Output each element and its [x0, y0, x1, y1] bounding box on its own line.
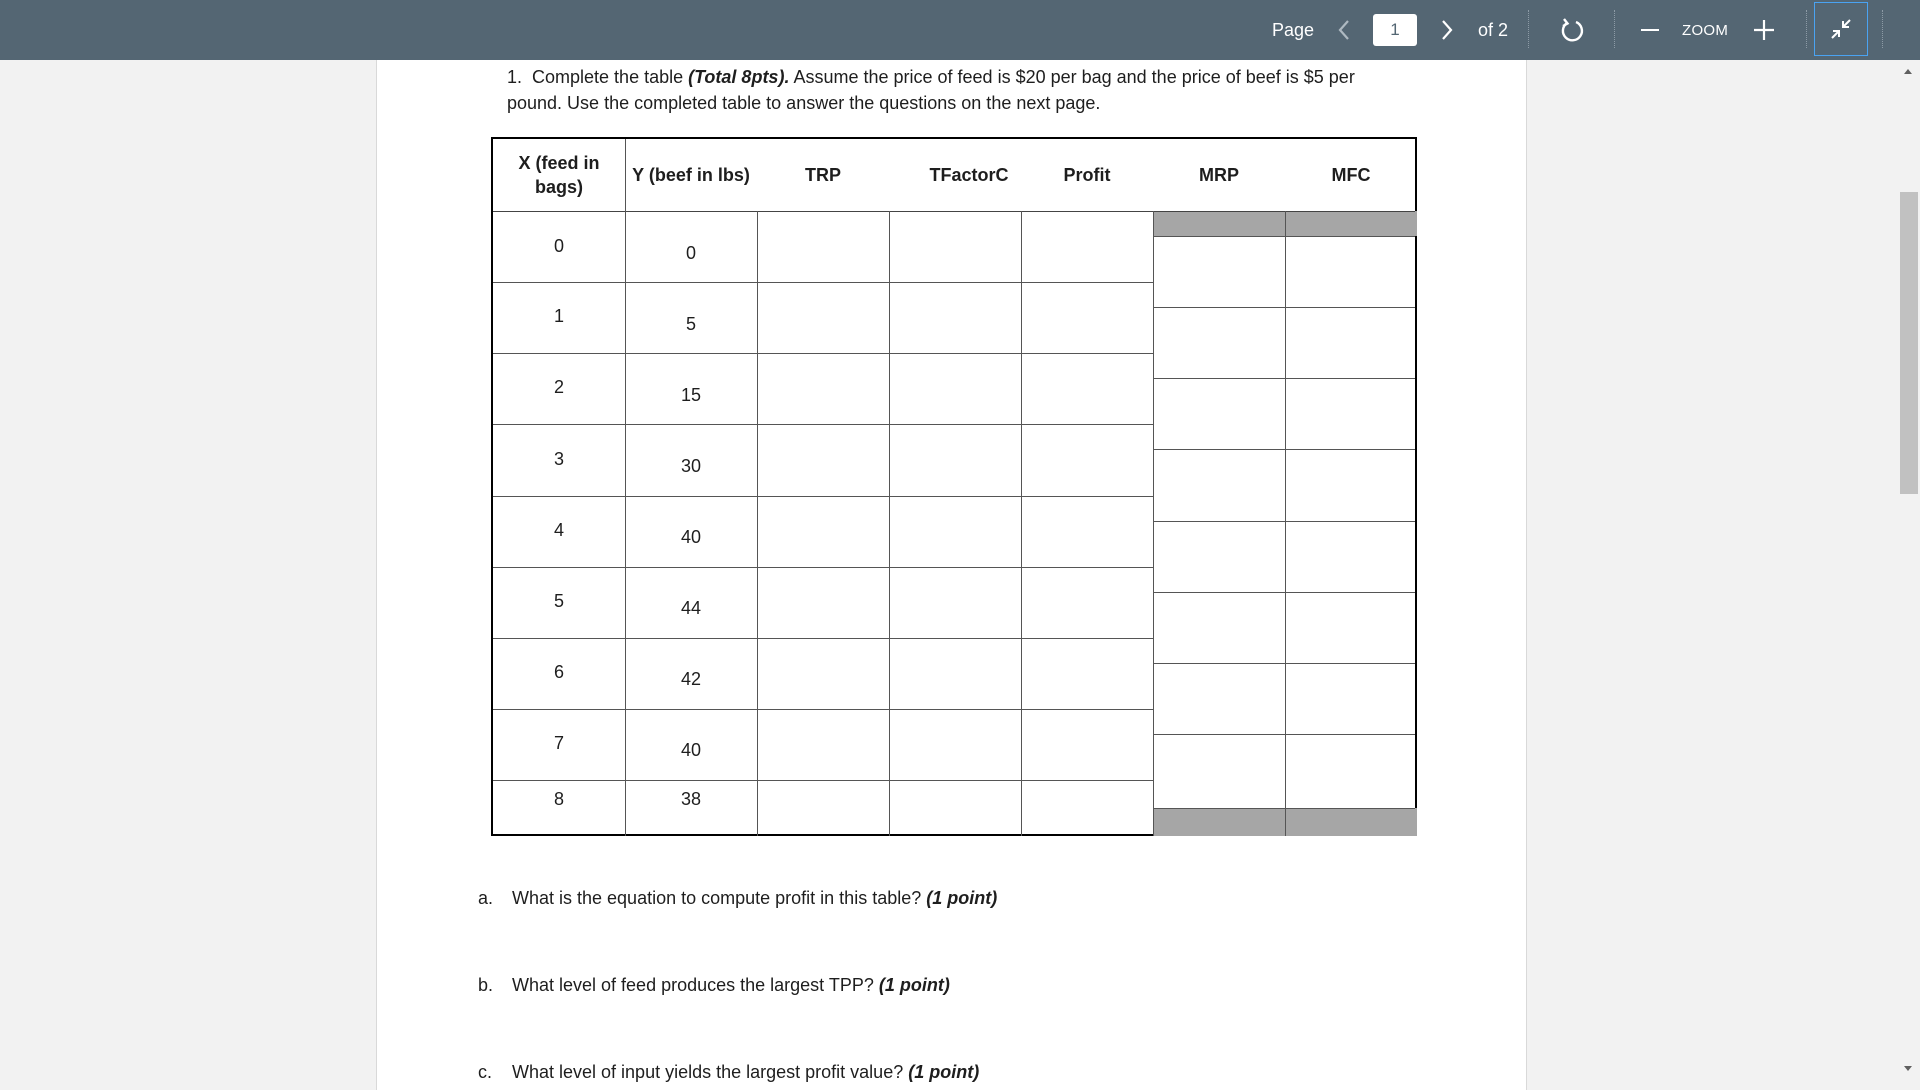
sub-question-text: What level of input yields the largest profit value? [512, 1062, 909, 1082]
sub-question-text: What level of feed produces the largest TPP? [512, 975, 879, 995]
cell-x: 7 [553, 733, 564, 753]
sub-question-text: What is the equation to compute profit in this table? [512, 888, 927, 908]
question-text-start: Complete the table [532, 67, 689, 87]
row-line [493, 424, 1153, 425]
question-1-text [507, 64, 1407, 116]
rotate-icon [1558, 16, 1586, 44]
cell-y: 5 [685, 314, 696, 334]
cell-y: 44 [680, 598, 702, 618]
rotate-button[interactable] [1554, 12, 1590, 48]
header-divider [493, 211, 1415, 212]
cell-x: 8 [553, 789, 564, 809]
row-line [1153, 378, 1415, 379]
column-line [757, 211, 758, 836]
production-table [491, 137, 1417, 836]
cell-x: 3 [553, 449, 564, 469]
cell-y: 30 [680, 456, 702, 476]
plus-icon [1753, 19, 1775, 41]
cell-y: 0 [685, 243, 696, 263]
cell-y: 40 [680, 527, 702, 547]
collapse-icon [1829, 17, 1853, 41]
row-line [493, 353, 1153, 354]
caret-down-icon [1898, 1060, 1918, 1076]
scroll-down-button[interactable] [1898, 1060, 1918, 1076]
row-line [493, 638, 1153, 639]
minus-icon [1640, 20, 1660, 40]
sub-question-letter: a. [478, 888, 494, 908]
header-y-beef: Y (beef in lbs) [632, 165, 750, 185]
chevron-right-icon [1440, 19, 1454, 41]
toolbar-divider [1882, 10, 1883, 48]
zoom-out-button[interactable] [1636, 12, 1664, 48]
sub-question-letter: b. [478, 975, 494, 995]
zoom-label: ZOOM [1682, 21, 1729, 39]
cell-x: 5 [553, 591, 564, 611]
next-page-button[interactable] [1434, 14, 1460, 46]
row-line [1153, 592, 1415, 593]
cell-x: 4 [553, 520, 564, 540]
header-trp: TRP [805, 165, 841, 185]
row-line [1153, 521, 1415, 522]
question-number: 1. [507, 67, 523, 87]
cell-x: 2 [553, 377, 564, 397]
question-text-end: Assume the price of feed is $20 per bag and the price of beef is $5 per pound. Use the completed table to answer the questions on the next page. [507, 67, 1355, 113]
row-line [1153, 663, 1415, 664]
row-line [493, 709, 1153, 710]
column-line [1021, 211, 1022, 836]
header-mfc: MFC [1331, 165, 1371, 185]
header-tfactorc: TFactorC [929, 165, 1009, 185]
page-label: Page [1272, 19, 1315, 40]
header-mrp: MRP [1199, 165, 1239, 185]
cell-y: 38 [680, 789, 702, 809]
exit-fullscreen-button[interactable] [1814, 2, 1868, 56]
header-x-feed: X (feed in bags) [518, 153, 600, 197]
page-number-input[interactable] [1373, 14, 1417, 46]
scrollbar-thumb[interactable] [1900, 192, 1918, 494]
zoom-in-button[interactable] [1748, 12, 1780, 48]
cell-y: 40 [680, 740, 702, 760]
row-line [493, 496, 1153, 497]
row-line [493, 780, 1153, 781]
document-page [376, 60, 1527, 1090]
sub-question-a [478, 886, 997, 910]
row-line [1153, 236, 1415, 237]
row-line [493, 567, 1153, 568]
row-line [493, 282, 1153, 283]
toolbar-divider [1528, 10, 1529, 48]
sub-question-letter: c. [478, 1062, 493, 1082]
caret-up-icon [1898, 64, 1918, 80]
toolbar-divider [1806, 10, 1807, 48]
page-count-label: of 2 [1478, 19, 1509, 40]
row-line [1153, 449, 1415, 450]
row-line [1153, 734, 1415, 735]
chevron-left-icon [1337, 19, 1351, 41]
scroll-up-button[interactable] [1898, 64, 1918, 80]
column-line [1285, 211, 1286, 836]
sub-question-points: (1 point) [926, 888, 998, 908]
cell-x: 1 [553, 306, 564, 326]
cell-y: 42 [680, 669, 702, 689]
row-line [1153, 808, 1415, 809]
header-profit: Profit [1063, 165, 1111, 185]
sub-question-c [478, 1060, 979, 1084]
cell-y: 15 [680, 385, 702, 405]
question-points: (Total 8pts). [688, 67, 790, 87]
sub-question-points: (1 point) [908, 1062, 980, 1082]
row-line [1153, 307, 1415, 308]
pdf-toolbar [0, 0, 1920, 60]
previous-page-button[interactable] [1331, 14, 1357, 46]
sub-question-points: (1 point) [878, 975, 950, 995]
sub-question-b [478, 973, 950, 997]
column-line [889, 211, 890, 836]
column-line [1153, 211, 1154, 836]
cell-x: 6 [553, 662, 564, 682]
toolbar-divider [1614, 10, 1615, 48]
cell-x: 0 [553, 236, 564, 256]
